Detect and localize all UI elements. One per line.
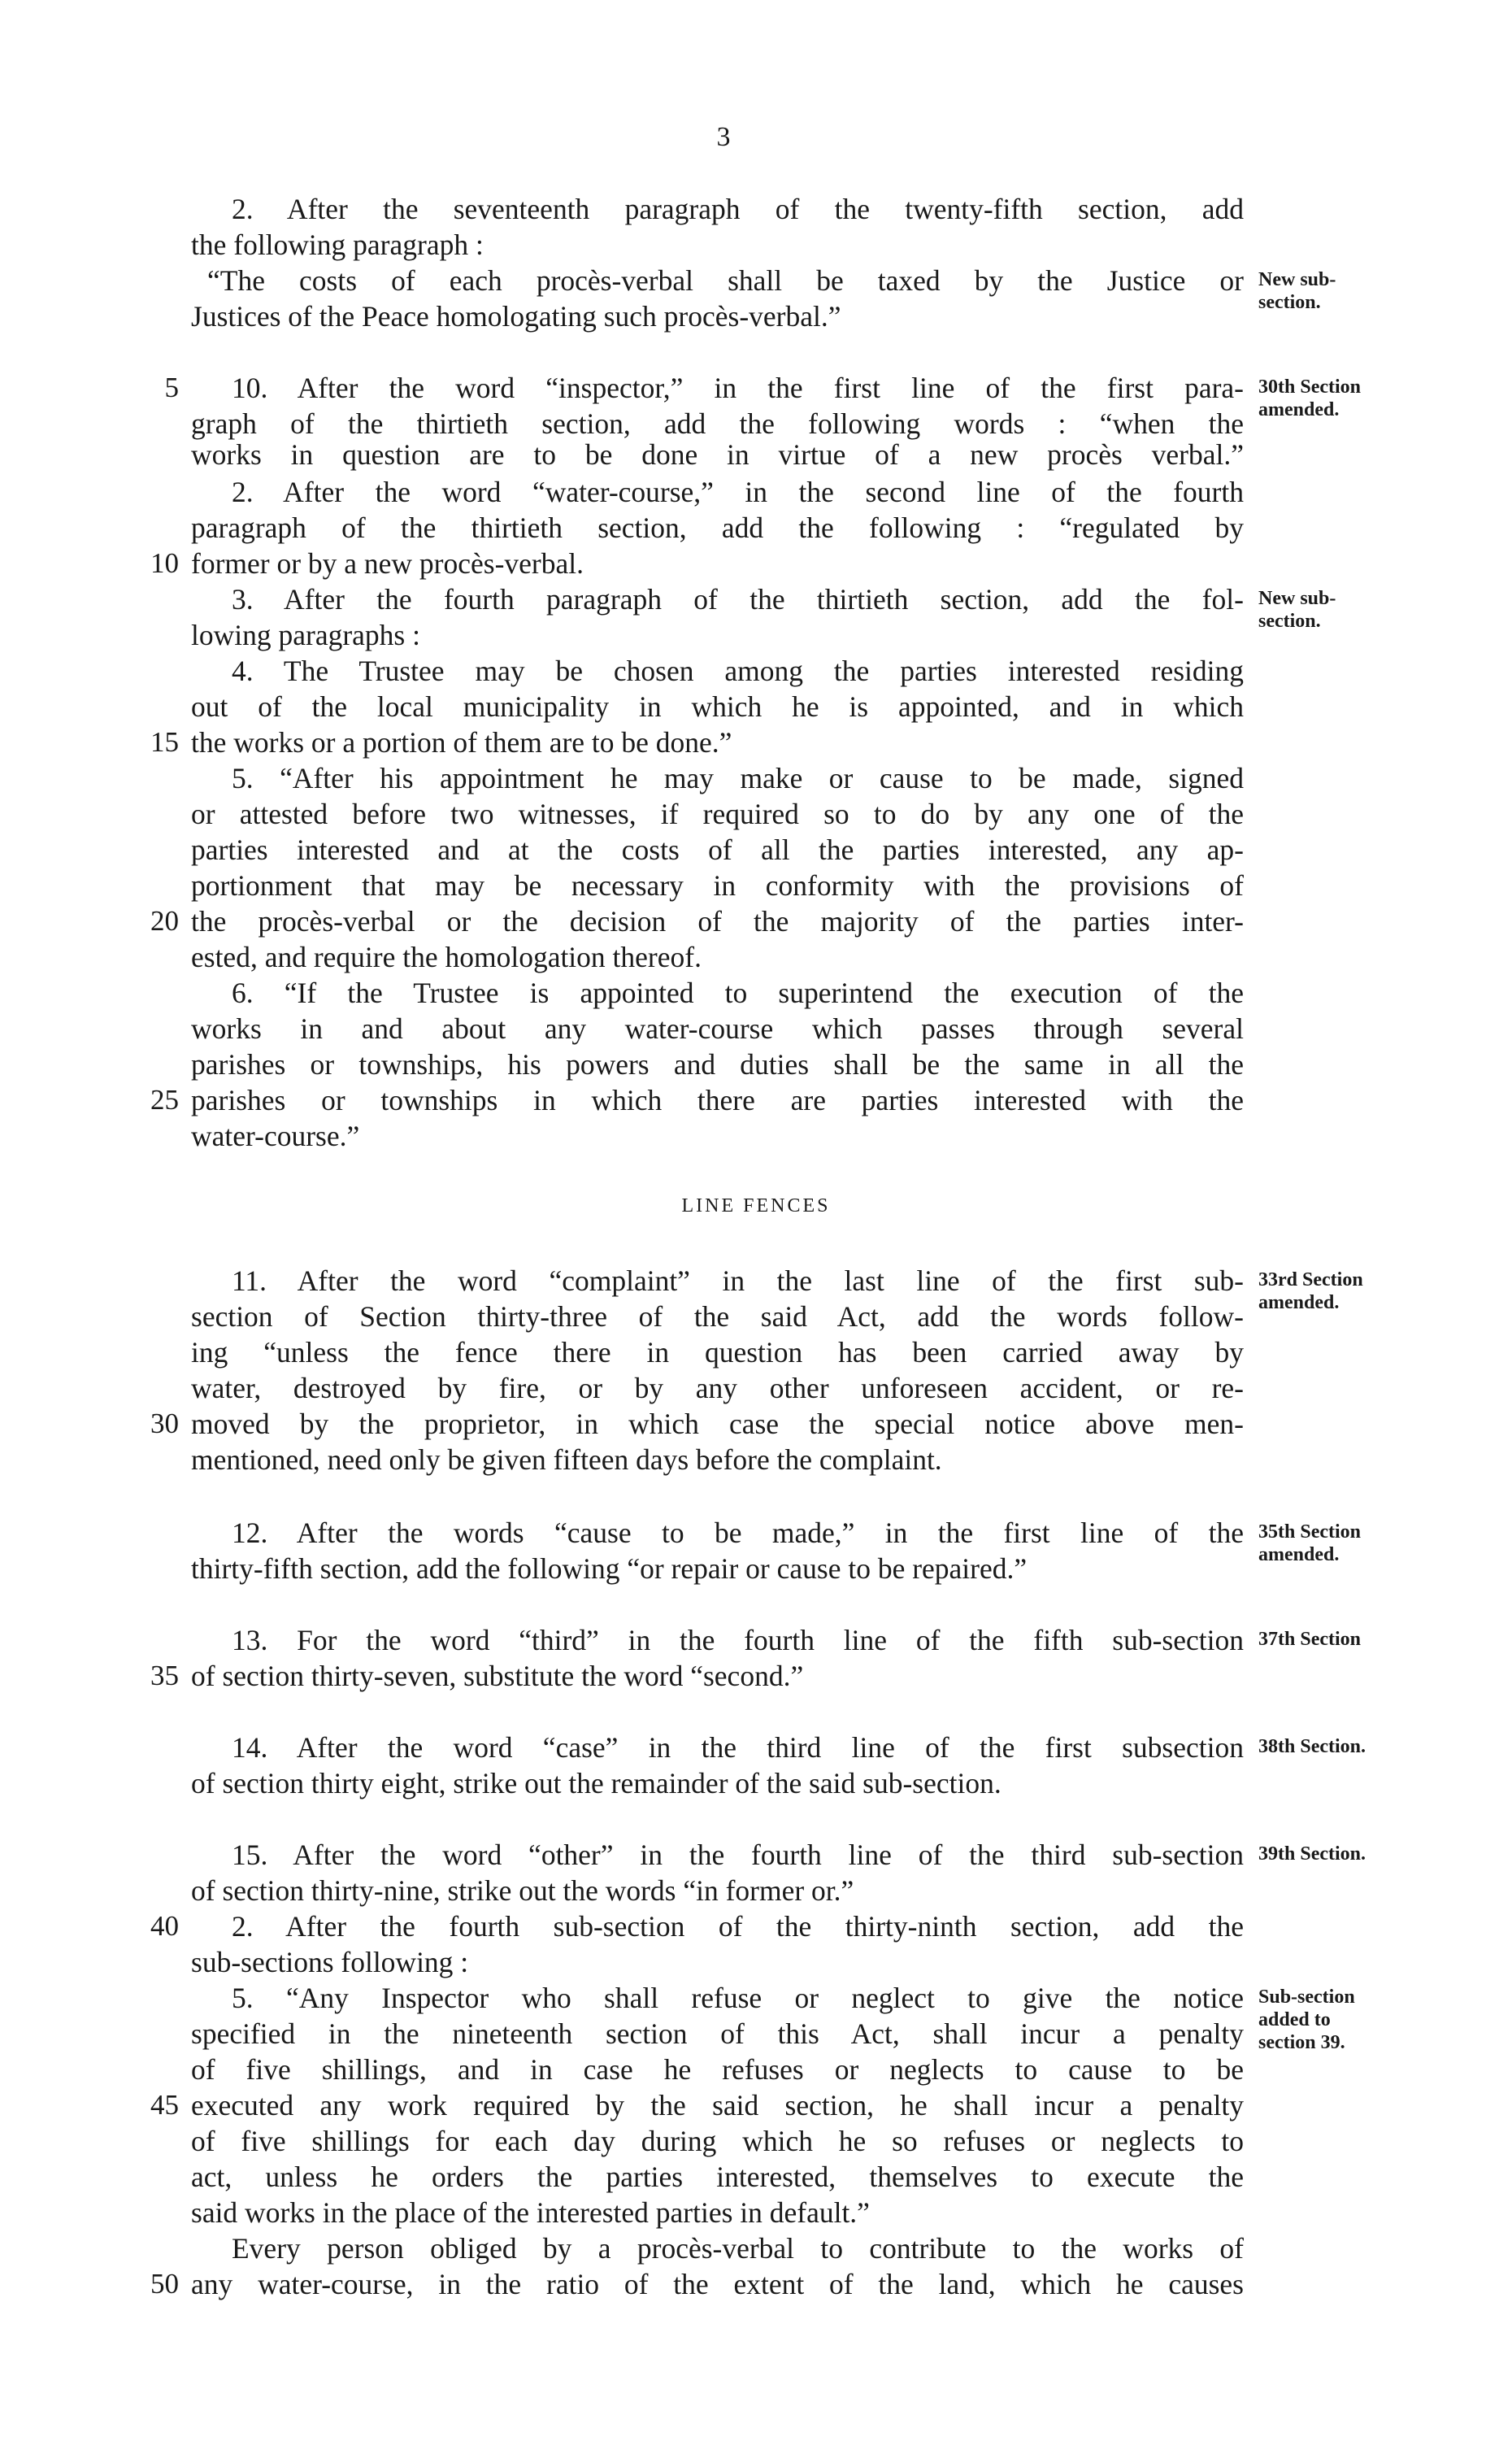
- text-line: water-course.”: [191, 1120, 360, 1152]
- text-line: 15. After the word “other” in the fourth line of the third sub-section: [232, 1839, 1244, 1871]
- text-line: sub-sections following :: [191, 1946, 469, 1978]
- text-line: specified in the nineteenth section of this Act, shall incur a penalty: [191, 2017, 1244, 2050]
- text-line: thirty-fifth section, add the following “or repair or cause to be repaired.”: [191, 1552, 1028, 1585]
- text-line: the procès-verbal or the decision of the majority of the parties inter-: [191, 905, 1244, 938]
- line-number: 20: [150, 905, 179, 937]
- text-line: works in question are to be done in virtue of a new procès verbal.”: [191, 438, 1244, 471]
- text-line: parishes or townships, his powers and duties shall be the same in all the: [191, 1048, 1244, 1081]
- section-heading: LINE FENCES: [681, 1195, 831, 1216]
- line-number: 35: [150, 1660, 179, 1691]
- text-line: former or by a new procès-verbal.: [191, 547, 584, 580]
- text-line: executed any work required by the said section, he shall incur a penalty: [191, 2089, 1244, 2121]
- text-line: or attested before two witnesses, if required so to do by any one of the: [191, 798, 1244, 830]
- margin-note: 37th Section: [1258, 1629, 1361, 1650]
- margin-note: 39th Section.: [1258, 1843, 1366, 1865]
- text-line: Every person obliged by a procès-verbal to contribute to the works of: [232, 2232, 1244, 2265]
- text-line: of five shillings for each day during which he so refuses or neglects to: [191, 2125, 1244, 2157]
- text-line: Justices of the Peace homologating such procès-verbal.”: [191, 300, 841, 333]
- line-number: 45: [150, 2089, 179, 2121]
- line-number: 30: [150, 1408, 179, 1439]
- text-line: parties interested and at the costs of all the parties interested, any ap-: [191, 833, 1244, 866]
- text-line: ing “unless the fence there in question has been carried away by: [191, 1336, 1244, 1369]
- text-line: ested, and require the homologation thereof.: [191, 941, 702, 973]
- text-line: section of Section thirty-three of the said Act, add the words follow-: [191, 1300, 1244, 1333]
- text-line: portionment that may be necessary in conformity with the provisions of: [191, 869, 1244, 902]
- margin-note: 30th Section amended.: [1258, 376, 1361, 420]
- text-line: the works or a portion of them are to be done.”: [191, 726, 732, 759]
- text-line: 5. “After his appointment he may make or cause to be made, signed: [232, 762, 1244, 794]
- text-line: 3. After the fourth paragraph of the thirtieth section, add the fol-: [232, 583, 1244, 616]
- text-line: 5. “Any Inspector who shall refuse or neglect to give the notice: [232, 1982, 1244, 2014]
- text-line: 2. After the seventeenth paragraph of the twenty-fifth section, add: [232, 193, 1244, 225]
- text-line: of section thirty eight, strike out the remainder of the said sub-section.: [191, 1767, 1001, 1799]
- text-line: works in and about any water-course which passes through several: [191, 1012, 1244, 1045]
- text-line: 14. After the word “case” in the third line of the first subsection: [232, 1731, 1244, 1764]
- line-number: 50: [150, 2268, 179, 2300]
- text-line: 2. After the word “water-course,” in the second line of the fourth: [232, 476, 1244, 508]
- text-line: any water-course, in the ratio of the extent of the land, which he causes: [191, 2268, 1244, 2300]
- text-line: of section thirty-nine, strike out the words “in former or.”: [191, 1874, 854, 1907]
- line-number: 5: [164, 372, 179, 403]
- text-line: lowing paragraphs :: [191, 619, 420, 651]
- text-line: the following paragraph :: [191, 228, 484, 261]
- text-line: moved by the proprietor, in which case the special notice above men-: [191, 1408, 1244, 1440]
- margin-note: 35th Section amended.: [1258, 1521, 1361, 1565]
- text-line: said works in the place of the interested parties in default.”: [191, 2196, 870, 2229]
- text-line: 11. After the word “complaint” in the last line of the first sub-: [232, 1264, 1244, 1297]
- text-line: 6. “If the Trustee is appointed to superintend the execution of the: [232, 977, 1244, 1009]
- text-line: “The costs of each procès-verbal shall be taxed by the Justice or: [207, 264, 1244, 297]
- text-line: out of the local municipality in which he is appointed, and in which: [191, 690, 1244, 723]
- text-line: 12. After the words “cause to be made,” in the first line of the: [232, 1517, 1244, 1549]
- line-number: 25: [150, 1084, 179, 1116]
- margin-note: 38th Section.: [1258, 1736, 1366, 1757]
- text-line: mentioned, need only be given fifteen days before the complaint.: [191, 1443, 942, 1476]
- line-number: 10: [150, 547, 179, 579]
- text-line: 13. For the word “third” in the fourth line of the fifth sub-section: [232, 1624, 1244, 1656]
- margin-note: New sub-section.: [1258, 588, 1336, 632]
- margin-note: 33rd Section amended.: [1258, 1269, 1363, 1313]
- text-line: parishes or townships in which there are parties interested with the: [191, 1084, 1244, 1116]
- margin-note: Sub-section added to section 39.: [1258, 1987, 1355, 2053]
- text-line: of five shillings, and in case he refuses or neglects to cause to be: [191, 2053, 1244, 2086]
- text-line: 4. The Trustee may be chosen among the parties interested residing: [232, 655, 1244, 687]
- text-line: graph of the thirtieth section, add the following words : “when the: [191, 407, 1244, 440]
- text-line: act, unless he orders the parties interested, themselves to execute the: [191, 2161, 1244, 2193]
- margin-note: New sub-section.: [1258, 269, 1336, 313]
- text-line: of section thirty-seven, substitute the word “second.”: [191, 1660, 804, 1692]
- text-line: water, destroyed by fire, or by any other unforeseen accident, or re-: [191, 1372, 1244, 1404]
- page-number: 3: [716, 122, 731, 152]
- text-line: paragraph of the thirtieth section, add the following : “regulated by: [191, 511, 1244, 544]
- text-line: 10. After the word “inspector,” in the first line of the first para-: [232, 372, 1244, 404]
- text-line: 2. After the fourth sub-section of the thirty-ninth section, add the: [232, 1910, 1244, 1943]
- line-number: 15: [150, 726, 179, 758]
- line-number: 40: [150, 1910, 179, 1942]
